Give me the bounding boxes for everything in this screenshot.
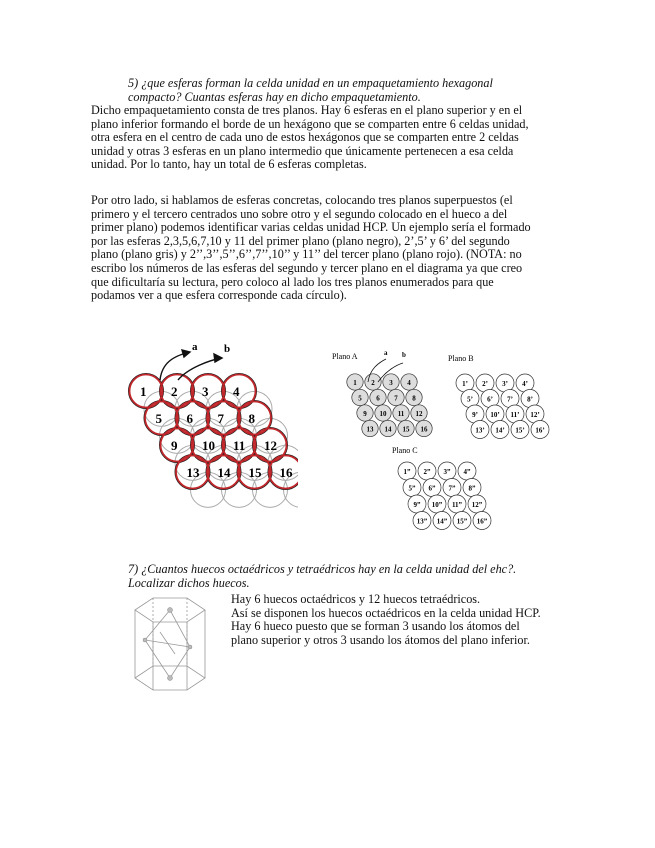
arrow-b-label: b [224, 343, 231, 355]
plane-sphere-number: 10 [379, 410, 387, 418]
answer-5-paragraph-1 [91, 104, 571, 172]
plane-sphere-number: 3” [443, 468, 451, 476]
plano-a-title: Plano A [332, 352, 358, 361]
paragraph-line: Por otro lado, si hablamos de esferas concretas, colocando tres planos superpuestos (el [91, 193, 513, 207]
plane-sphere-number: 2’ [482, 380, 488, 388]
paragraph-line: plano (plano gris) y 2’’,3’’,5’’,6’’,7’’,10’’ y 11’’ del tercer plano (plano rojo). (NOTA: no [91, 247, 522, 262]
paragraph-line: unidad y otras 3 esferas en un plano intermedio que únicamente pertenecen a esa celda [91, 143, 514, 158]
atom-icon [168, 676, 173, 681]
plane-sphere-number: 15” [456, 517, 468, 526]
sphere-number: 14 [217, 465, 231, 480]
plane-sphere-number: 16’ [535, 426, 545, 435]
plane-sphere-number: 12” [471, 501, 483, 509]
plane-sphere-number: 8 [412, 394, 416, 403]
plano-c-title: Plano C [392, 446, 418, 455]
question-5-line: 5) ¿que esferas forman la celda unidad en un empaquetamiento hexagonal [128, 76, 493, 90]
plane-sphere-number: 9’ [472, 411, 478, 419]
arrow-a-head-icon [182, 350, 190, 357]
paragraph-line: plano inferior formando el borde de un hexágono que se comparten entre 6 celdas unidad, [91, 116, 529, 131]
plane-sphere-number: 15 [402, 425, 410, 434]
plano-a-spheres [347, 374, 432, 437]
answer-7-line: Hay 6 huecos octaédricos y 12 huecos tetraédricos. [231, 592, 481, 606]
sphere-number: 15 [248, 465, 262, 480]
plane-sphere-number: 5” [408, 484, 416, 493]
plane-sphere-number: 3 [389, 379, 393, 387]
plano-a-diagram [330, 345, 440, 445]
sphere-number: 3 [202, 384, 209, 399]
plano-b-title: Plano B [448, 354, 474, 363]
answer-7 [231, 593, 541, 647]
octahedral-hole-icon [143, 638, 147, 642]
question-7-line: 7) ¿Cuantos huecos octaédricos y tetraédricos hay en la celda unidad del ehc?. [128, 562, 517, 576]
question-7-line: Localizar dichos huecos. [128, 575, 250, 590]
question-7 [128, 563, 516, 590]
plane-sphere-number: 11 [397, 410, 405, 418]
sphere-number: 6 [186, 411, 193, 426]
plano-a-arrow-b-label: b [402, 351, 406, 359]
question-5-line: compacto? Cuantas esferas hay en dicho empaquetamiento. [128, 89, 421, 104]
plane-sphere-number: 1’ [462, 380, 468, 388]
hcp-layers-diagram [118, 338, 298, 508]
plano-b-spheres [456, 374, 549, 439]
arrow-a-label: a [192, 341, 198, 353]
answer-7-line: plano superior y otros 3 usando los átomos del plano inferior. [231, 632, 530, 647]
plane-sphere-number: 6” [428, 484, 436, 493]
sphere-number: 13 [186, 465, 200, 480]
plano-c-spheres [398, 462, 491, 530]
plane-sphere-number: 4’ [522, 380, 528, 388]
plane-sphere-number: 7’ [507, 395, 513, 404]
hcp-unit-cell-octahedral-holes-diagram [115, 592, 230, 697]
sphere-number: 2 [171, 384, 178, 399]
answer-7-line: Hay 6 hueco puesto que se forman 3 usando los átomos del [231, 619, 520, 634]
plane-sphere-number: 9” [413, 501, 421, 509]
plane-sphere-number: 1” [403, 468, 411, 476]
plane-sphere-number: 8” [468, 484, 476, 493]
plane-sphere-number: 13 [366, 425, 374, 434]
atom-icon [168, 608, 173, 613]
plane-sphere-number: 12’ [530, 411, 540, 419]
plane-sphere-number: 14’ [495, 426, 505, 435]
plane-sphere-number: 7 [394, 394, 398, 403]
plane-sphere-number: 14” [436, 517, 448, 526]
red-plane-circles [130, 375, 299, 489]
sphere-number: 4 [233, 384, 240, 399]
plane-sphere-number: 16” [476, 517, 488, 526]
arrow-b-head-icon [214, 354, 222, 362]
sphere-number: 5 [155, 411, 162, 426]
paragraph-line: escribo los números de las esferas del segundo y tercer plano en el diagrama ya que creo [91, 260, 523, 275]
sphere-number: 8 [248, 411, 255, 426]
plane-sphere-number: 16 [420, 425, 428, 434]
plane-sphere-number: 5 [358, 394, 362, 403]
plane-sphere-number: 6’ [487, 395, 493, 404]
plane-sphere-number: 13’ [475, 426, 485, 435]
plane-sphere-number: 10” [431, 501, 443, 509]
sphere-number: 1 [140, 384, 147, 399]
paragraph-line: otra esfera en el centro de cada uno de estos hexágonos que se comparten entre 2 celdas [91, 130, 519, 145]
plane-sphere-number: 13” [416, 517, 428, 526]
plane-sphere-number: 6 [376, 394, 380, 403]
plane-sphere-number: 9 [363, 410, 367, 418]
sphere-number: 12 [264, 438, 277, 453]
sphere-number: 16 [279, 465, 293, 480]
paragraph-line: que dificultaría su lectura, pero coloco al lado los tres planos enumerados para que [91, 274, 494, 289]
sphere-number: 9 [171, 438, 178, 453]
plane-sphere-number: 11’ [510, 411, 520, 419]
plane-sphere-number: 4 [407, 379, 411, 387]
plano-a-arrow-a-label: a [384, 349, 388, 357]
plane-sphere-number: 5’ [467, 395, 473, 404]
question-5 [128, 77, 493, 104]
paragraph-line: por las esferas 2,3,5,6,7,10 y 11 del primer plano (plano negro), 2’,5’ y 6’ del segundo [91, 233, 510, 248]
paragraph-line: Dicho empaquetamiento consta de tres planos. Hay 6 esferas en el plano superior y en el [91, 103, 523, 117]
sphere-number: 7 [217, 411, 224, 426]
plane-sphere-number: 12 [415, 410, 423, 418]
plane-sphere-number: 2 [371, 379, 375, 387]
plane-sphere-number: 11” [451, 501, 463, 509]
paragraph-line: primer plano) podemos identificar varias celdas unidad HCP. Un ejemplo sería el formado [91, 220, 531, 235]
paragraph-line: podamos ver a que esfera corresponde cada círculo). [91, 288, 347, 303]
plane-sphere-number: 3’ [502, 380, 508, 388]
paragraph-line: unidad. Por lo tanto, hay un total de 6 esferas completas. [91, 157, 367, 172]
sphere-number: 10 [202, 438, 215, 453]
plane-sphere-number: 14 [384, 425, 392, 434]
plane-sphere-number: 2” [423, 468, 431, 476]
paragraph-line: primero y el tercero centrados uno sobre otro y el segundo colocado en el hueco a del [91, 206, 508, 221]
plane-sphere-number: 8’ [527, 395, 533, 404]
plane-sphere-number: 15’ [515, 426, 525, 435]
answer-5-paragraph-2 [91, 194, 571, 303]
plane-sphere-number: 10’ [490, 411, 500, 419]
octahedral-hole-icon [188, 645, 192, 649]
plane-sphere-number: 4” [463, 468, 471, 476]
plano-c-diagram [390, 444, 500, 539]
sphere-number: 11 [233, 438, 246, 453]
plano-b-diagram [446, 350, 556, 450]
plane-sphere-number: 1 [353, 379, 357, 387]
answer-7-line: Así se disponen los huecos octaédricos en la celda unidad HCP. [231, 605, 541, 620]
plane-sphere-number: 7” [448, 484, 456, 493]
